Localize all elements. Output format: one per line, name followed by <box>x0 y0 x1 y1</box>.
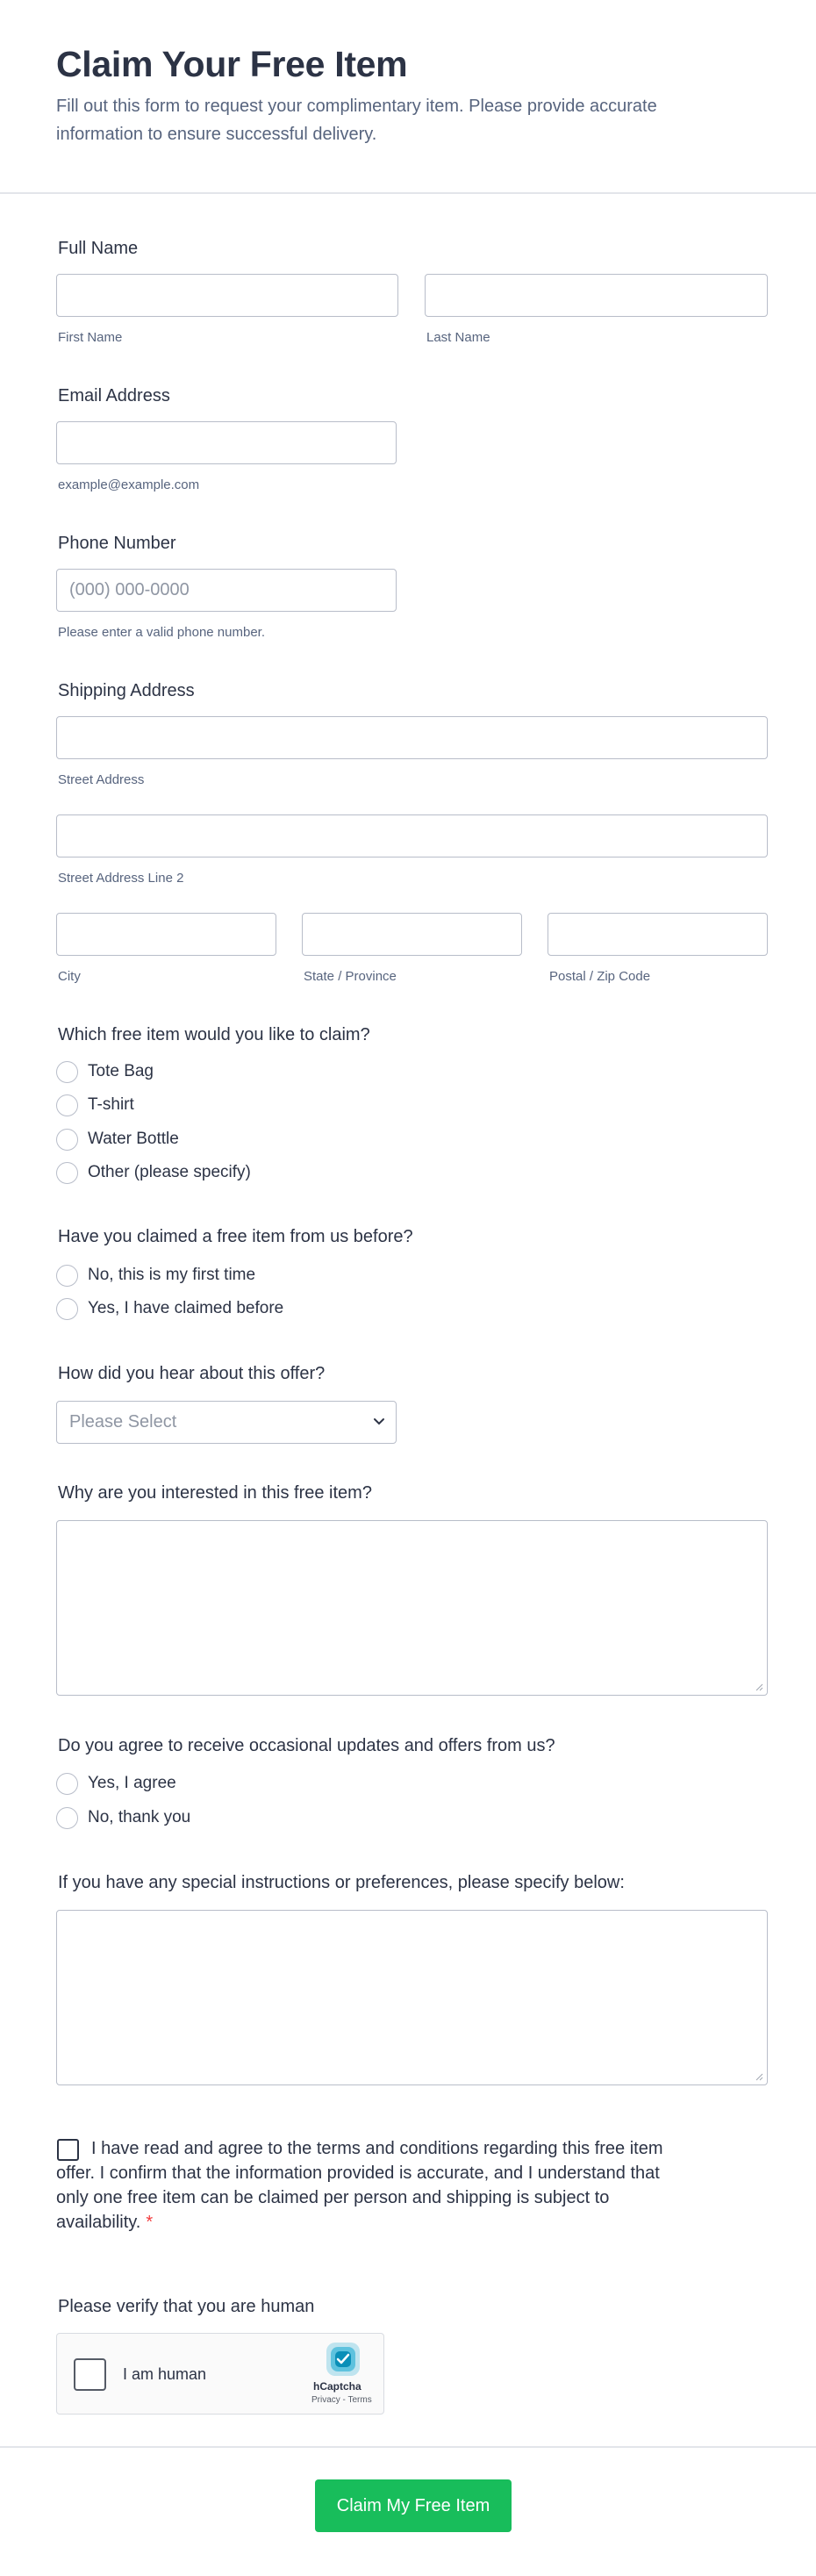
radio-option-other[interactable] <box>56 1160 251 1185</box>
interest-question: Why are you interested in this free item? <box>58 1483 372 1503</box>
phone-placeholder: (000) 000-0000 <box>69 580 190 599</box>
captcha-label: Please verify that you are human <box>58 2297 315 2316</box>
radio-label: Other (please specify) <box>88 1163 251 1181</box>
city-sublabel: City <box>58 969 81 984</box>
phone-label: Phone Number <box>58 534 176 553</box>
radio-circle[interactable] <box>56 1265 78 1287</box>
referral-question: How did you hear about this offer? <box>58 1364 326 1383</box>
radio-label: T-shirt <box>88 1095 134 1114</box>
last-name-input[interactable] <box>425 274 768 317</box>
captcha-links[interactable]: Privacy - Terms <box>311 2395 372 2405</box>
radio-label: Water Bottle <box>88 1130 179 1148</box>
radio-option-tote-bag[interactable] <box>56 1059 154 1084</box>
header-divider <box>0 192 816 194</box>
state-sublabel: State / Province <box>304 969 397 984</box>
radio-label: Yes, I have claimed before <box>88 1299 284 1317</box>
select-value: Please Select <box>69 1412 177 1432</box>
radio-label: Yes, I agree <box>88 1774 176 1792</box>
phone-sublabel: Please enter a valid phone number. <box>58 625 265 640</box>
instructions-textarea[interactable] <box>56 1910 768 2085</box>
terms-label: I have read and agree to the terms and conditions regarding this free item offer. I confirm that the information provided is accurate, and I understand that only one free item can be claimed per person and shipping is subject to availability. <box>56 2139 663 2232</box>
footer-divider <box>0 2446 816 2448</box>
updates-question: Do you agree to receive occasional updates and offers from us? <box>58 1736 555 1755</box>
radio-option-no-thanks[interactable] <box>56 1805 190 1830</box>
zip-sublabel: Postal / Zip Code <box>549 969 651 984</box>
email-sublabel: example@example.com <box>58 477 200 492</box>
street-address-2-sublabel: Street Address Line 2 <box>58 871 184 886</box>
zip-input[interactable] <box>548 913 768 956</box>
instructions-question: If you have any special instructions or preferences, please specify below: <box>58 1873 625 1892</box>
radio-circle[interactable] <box>56 1773 78 1795</box>
required-mark: * <box>146 2213 154 2232</box>
radio-label: No, this is my first time <box>88 1266 256 1284</box>
chevron-down-icon <box>373 1417 385 1426</box>
radio-option-agree[interactable] <box>56 1771 176 1796</box>
page-subtitle: Fill out this form to request your complimentary item. Please provide accurate information to ensure successful delivery. <box>56 97 657 144</box>
street-address-2-input[interactable] <box>56 814 768 857</box>
last-name-sublabel: Last Name <box>426 330 490 345</box>
hcaptcha-widget <box>56 2333 384 2415</box>
radio-option-first-time[interactable] <box>56 1263 255 1288</box>
phone-input[interactable] <box>56 569 397 612</box>
radio-circle[interactable] <box>56 1094 78 1116</box>
street-address-input[interactable] <box>56 716 768 759</box>
radio-circle[interactable] <box>56 1061 78 1083</box>
hcaptcha-logo-icon <box>325 2341 361 2378</box>
page-title: Claim Your Free Item <box>56 44 408 84</box>
radio-option-claimed-before[interactable] <box>56 1296 283 1321</box>
first-name-sublabel: First Name <box>58 330 123 345</box>
claimed-before-question: Have you claimed a free item from us before? <box>58 1227 413 1246</box>
resize-grip-icon[interactable] <box>755 1683 763 1691</box>
state-input[interactable] <box>302 913 522 956</box>
radio-circle[interactable] <box>56 1807 78 1829</box>
full-name-label: Full Name <box>58 239 139 258</box>
resize-grip-icon[interactable] <box>755 2072 763 2081</box>
address-label: Shipping Address <box>58 681 195 700</box>
referral-select[interactable] <box>56 1401 397 1444</box>
email-input[interactable] <box>56 421 397 464</box>
radio-circle[interactable] <box>56 1162 78 1184</box>
captcha-checkbox[interactable] <box>74 2358 106 2391</box>
radio-label: No, thank you <box>88 1808 191 1826</box>
radio-circle[interactable] <box>56 1129 78 1151</box>
radio-option-t-shirt[interactable] <box>56 1093 134 1117</box>
interest-textarea[interactable] <box>56 1520 768 1696</box>
radio-circle[interactable] <box>56 1298 78 1320</box>
first-name-input[interactable] <box>56 274 398 317</box>
captcha-checkbox-label: I am human <box>123 2365 207 2383</box>
terms-text <box>56 2136 688 2235</box>
captcha-brand: hCaptcha <box>313 2380 361 2393</box>
submit-button[interactable]: Claim My Free Item <box>315 2479 512 2532</box>
street-address-sublabel: Street Address <box>58 772 145 787</box>
email-label: Email Address <box>58 386 170 405</box>
radio-label: Tote Bag <box>88 1062 154 1080</box>
item-choice-question: Which free item would you like to claim? <box>58 1025 370 1044</box>
radio-option-water-bottle[interactable] <box>56 1127 179 1152</box>
city-input[interactable] <box>56 913 276 956</box>
